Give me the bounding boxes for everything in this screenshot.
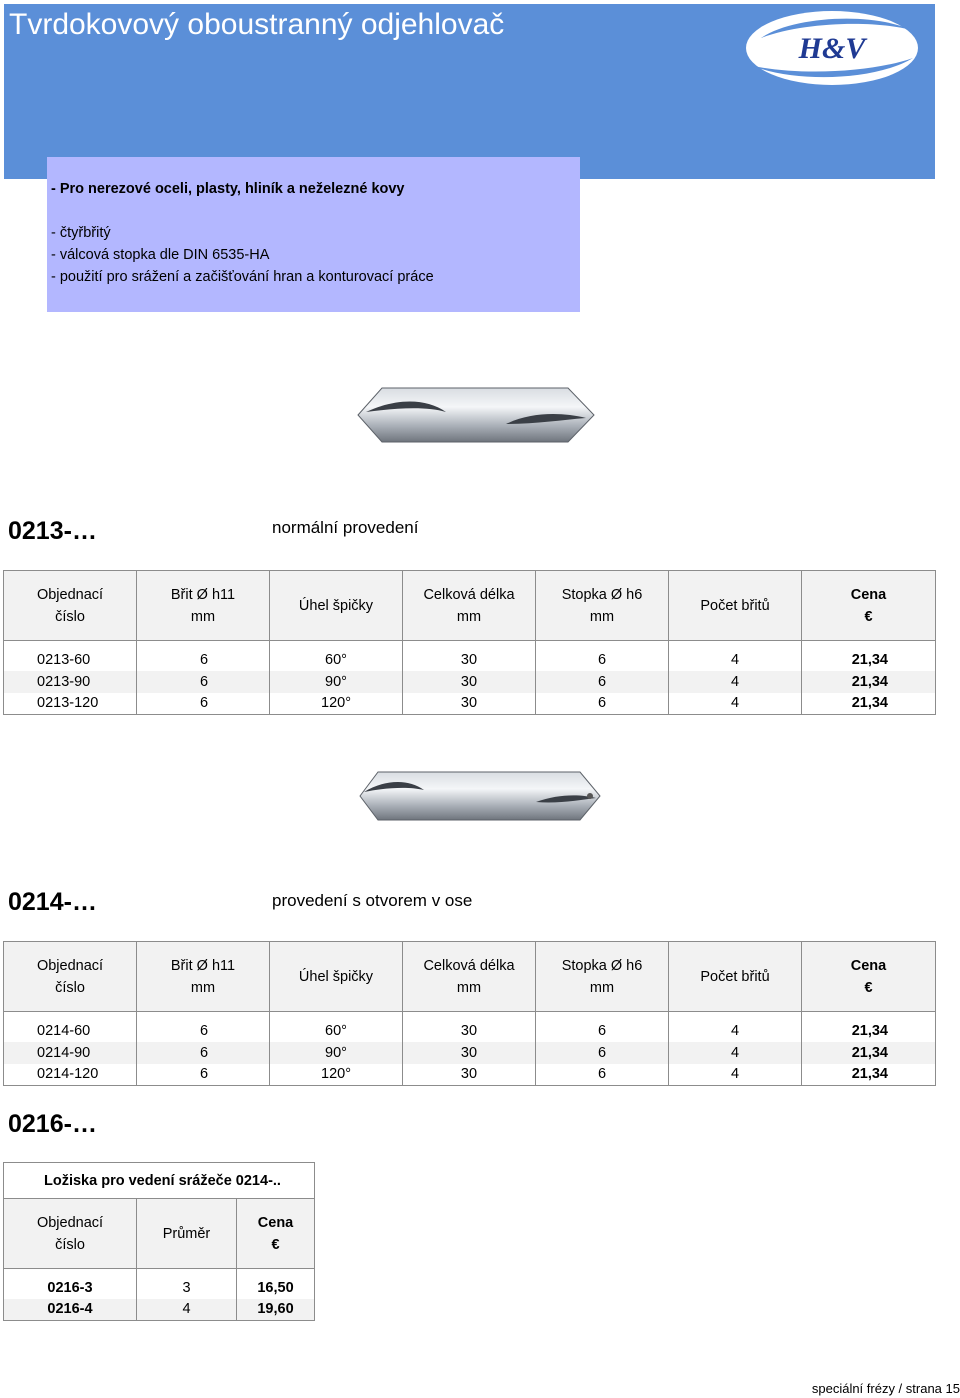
page-title: Tvrdokovový oboustranný odjehlovač (9, 8, 505, 41)
feature-lead: - Pro nerezové oceli, plasty, hliník a neželezné kovy (51, 181, 405, 197)
logo-text: H&V (798, 32, 866, 65)
page-footer: speciální frézy / strana 15 (811, 1381, 960, 1396)
section-subtitle-0214: provedení s otvorem v ose (272, 891, 473, 910)
col-shank: Stopka Ø h6 mm (536, 571, 669, 641)
table-row: 0213-120 6 120° 30 6 4 21,34 (4, 693, 936, 715)
col-flutes: Počet břitů (669, 942, 802, 1012)
col-order-no: Objednací číslo (4, 942, 137, 1012)
table-row: 0216-3 3 16,50 (4, 1277, 315, 1299)
feature-item: - použití pro srážení a začišťování hran a konturovací práce (51, 269, 434, 285)
col-order-no: Objednací číslo (4, 571, 137, 641)
features-box (47, 157, 580, 312)
bearing-table-0216 (3, 1162, 315, 1321)
section-code-0213: 0213-… (8, 517, 97, 545)
countersink-tool-image (358, 768, 602, 824)
product-table-0213 (3, 570, 936, 715)
table-row: 0213-90 6 90° 30 6 4 21,34 (4, 671, 936, 693)
table-row: 0214-90 6 90° 30 6 4 21,34 (4, 1042, 936, 1064)
table-row: 0214-60 6 60° 30 6 4 21,34 (4, 1020, 936, 1042)
col-diameter: Průměr (137, 1199, 237, 1269)
col-blade: Břit Ø h11 mm (137, 942, 270, 1012)
col-price: Cena € (802, 571, 936, 641)
hv-logo (743, 8, 921, 88)
section-subtitle-0213: normální provedení (272, 518, 419, 537)
col-blade: Břit Ø h11 mm (137, 571, 270, 641)
table-row: 0216-4 4 19,60 (4, 1299, 315, 1321)
col-shank: Stopka Ø h6 mm (536, 942, 669, 1012)
col-order-no: Objednací číslo (4, 1199, 137, 1269)
bearing-caption: Ložiska pro vedení srážeče 0214-.. (4, 1163, 315, 1199)
col-angle: Úhel špičky (270, 571, 403, 641)
col-price: Cena € (237, 1199, 315, 1269)
feature-item: - čtyřbřitý (51, 225, 111, 241)
feature-item: - válcová stopka dle DIN 6535-HA (51, 247, 270, 263)
col-length: Celková délka mm (403, 571, 536, 641)
col-price: Cena € (802, 942, 936, 1012)
section-code-0216: 0216-… (8, 1110, 97, 1138)
col-flutes: Počet břitů (669, 571, 802, 641)
countersink-tool-image (356, 384, 596, 446)
col-angle: Úhel špičky (270, 942, 403, 1012)
table-row: 0214-120 6 120° 30 6 4 21,34 (4, 1064, 936, 1086)
table-row: 0213-60 6 60° 30 6 4 21,34 (4, 649, 936, 671)
section-code-0214: 0214-… (8, 888, 97, 916)
product-table-0214 (3, 941, 936, 1086)
col-length: Celková délka mm (403, 942, 536, 1012)
